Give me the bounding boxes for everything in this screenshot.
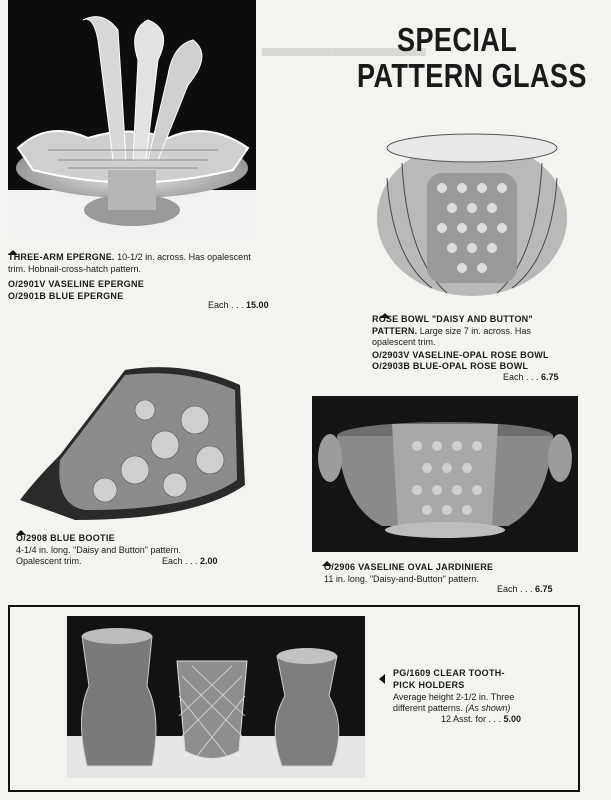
price-label: Each . . . xyxy=(208,300,244,310)
toothpick-title-line1: PG/1609 CLEAR TOOTH- xyxy=(393,668,505,678)
price-label: Each . . . xyxy=(497,584,533,594)
price-value: 15.00 xyxy=(246,300,269,310)
bootie-desc: 4-1/4 in. long. "Daisy and Button" pattern. xyxy=(16,545,181,555)
price-value: 6.75 xyxy=(535,584,553,594)
price-label: 12 Asst. for . . . xyxy=(441,714,502,724)
page-title-line2: PATTERN GLASS xyxy=(357,57,587,94)
toothpick-title-line2: PICK HOLDERS xyxy=(393,680,465,690)
toothpick-arrow xyxy=(379,671,385,689)
jardiniere-price xyxy=(497,584,553,596)
jardiniere-photo xyxy=(312,396,578,552)
bootie-desc2: Opalescent trim. xyxy=(16,556,82,566)
bootie-photo xyxy=(15,360,247,522)
page-title-line1: SPECIAL xyxy=(397,21,518,58)
rose-bowl-price xyxy=(503,372,559,384)
jardiniere-title: O/2906 VASELINE OVAL JARDINIERE xyxy=(324,562,494,572)
rose-bowl-code-blue: O/2903B BLUE-OPAL ROSE BOWL xyxy=(372,361,529,371)
toothpick-desc2-text: different patterns. xyxy=(393,703,463,713)
toothpick-desc2-italic: (As shown) xyxy=(465,703,511,713)
epergne-code-vaseline: O/2901V VASELINE EPERGNE xyxy=(8,279,145,289)
bootie-title: O/2908 BLUE BOOTIE xyxy=(16,533,115,543)
rose-bowl-code-vaseline: O/2903V VASELINE-OPAL ROSE BOWL xyxy=(372,350,549,360)
bleed-through-text: ▬▬▬▬▬▬▬ xyxy=(262,32,426,62)
toothpick-desc1: Average height 2-1/2 in. Three xyxy=(393,692,515,702)
toothpick-holders-photo xyxy=(67,616,365,778)
price-value: 6.75 xyxy=(541,372,559,382)
rose-bowl-photo xyxy=(372,118,572,298)
epergne-desc: 10-1/2 in. across. Has opalescent trim. Hobnail-cross-hatch pattern. xyxy=(8,252,251,274)
toothpick-price xyxy=(441,714,521,726)
epergne-photo xyxy=(8,0,256,238)
price-value: 2.00 xyxy=(200,556,218,566)
rose-bowl-title: ROSE BOWL "DAISY AND BUTTON" PATTERN. xyxy=(372,314,533,336)
bootie-price xyxy=(162,556,218,568)
rose-bowl-desc: Large size 7 in. across. Has opalescent trim. xyxy=(372,325,531,347)
epergne-price xyxy=(208,300,269,312)
price-label: Each . . . xyxy=(503,372,539,382)
epergne-code-blue: O/2901B BLUE EPERGNE xyxy=(8,291,124,301)
price-value: 5.00 xyxy=(503,714,522,724)
rose-bowl-caption xyxy=(372,314,572,349)
jardiniere-desc: 11 in. long. "Daisy-and-Button" pattern. xyxy=(324,574,479,584)
toothpick-desc2 xyxy=(393,703,510,715)
epergne-title: THREE-ARM EPERGNE. xyxy=(8,252,115,262)
price-label: Each . . . xyxy=(162,556,198,566)
epergne-caption xyxy=(8,252,258,275)
